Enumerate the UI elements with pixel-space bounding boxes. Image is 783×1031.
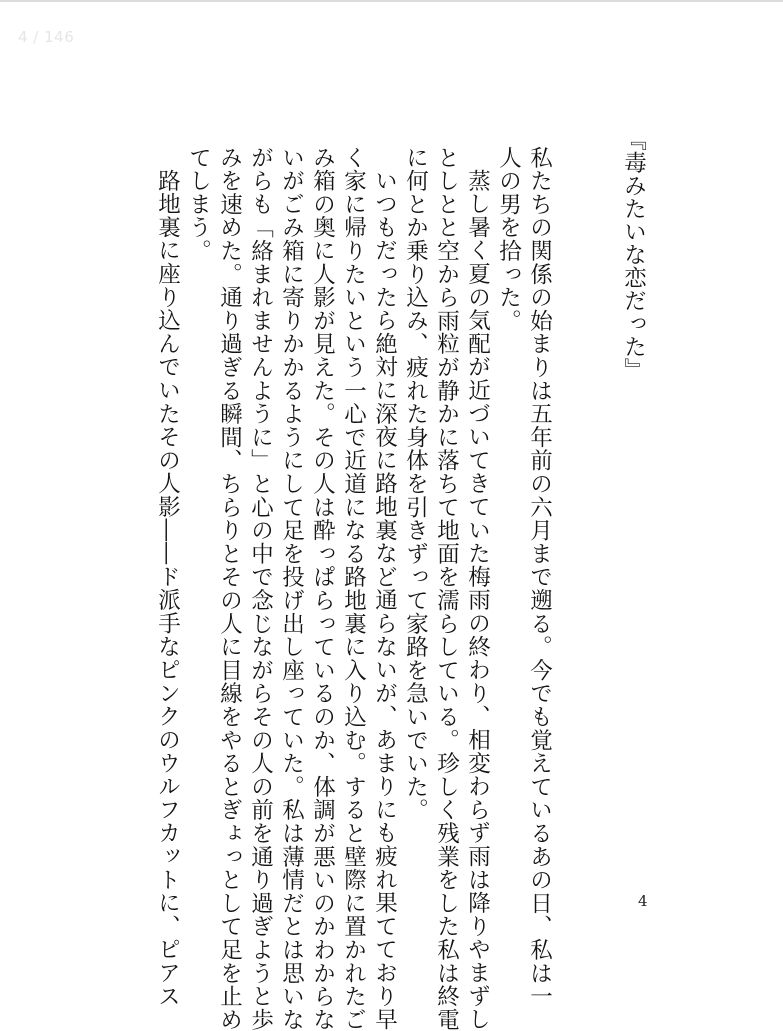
body-line-2: 人の男を拾った。 xyxy=(495,146,522,333)
body-line-3: 蒸し暑く夏の気配が近づいてきていた梅雨の終わり、相変わらず雨は降りやまずし xyxy=(464,169,491,1031)
body-line-12: てしまう。 xyxy=(185,146,212,263)
body-line-9: いがごみ箱に寄りかかるようにして足を投げ出し座っていた。私は薄情だとは思いな xyxy=(278,146,305,1031)
body-line-4: としとと空から雨粒が静かに落ちて地面を濡らしている。珍しく残業をした私は終電 xyxy=(433,146,460,1031)
page-number: 4 xyxy=(638,892,648,910)
body-line-11: みを速めた。通り過ぎる瞬間、ちらりとその人に目線をやるとぎょっとして足を止め xyxy=(216,146,243,1031)
page-indicator: 4 / 146 xyxy=(18,28,75,46)
body-line-7: く家に帰りたいという一心で近道になる路地裏に入り込む。すると壁際に置かれたご xyxy=(340,146,367,1031)
body-line-5: に何とか乗り込み、疲れた身体を引きずって家路を急いでいた。 xyxy=(402,146,429,822)
chapter-title: 『毒みたいな恋だった』 xyxy=(620,128,647,381)
body-line-8: み箱の奥に人影が見えた。その人は酔っぱらっているのか、体調が悪いのかわからな xyxy=(309,146,336,1031)
body-line-13: 路地裏に座り込んでいたその人影――ド派手なピンクのウルフカットに、ピアス xyxy=(154,169,181,1008)
body-line-1: 私たちの関係の始まりは五年前の六月まで遡る。今でも覚えているあの日、私は一 xyxy=(526,146,553,1009)
top-divider xyxy=(0,0,783,2)
body-line-6: いつもだったら絶対に深夜に路地裏など通らないが、あまりにも疲れ果てており早 xyxy=(371,169,398,1031)
body-line-10: がらも「絡まれませんように」と心の中で念じながらその人の前を通り過ぎようと歩 xyxy=(247,146,274,1031)
